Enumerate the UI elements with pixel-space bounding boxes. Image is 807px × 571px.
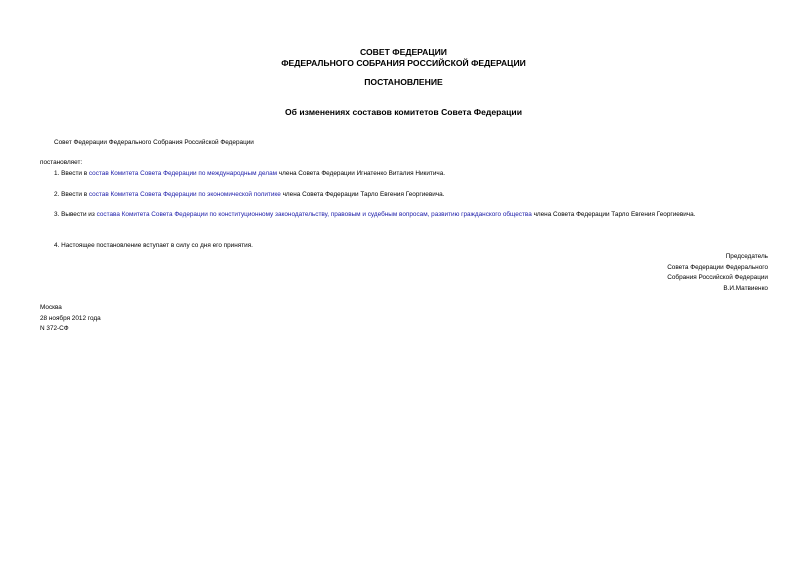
signature-org-line1: Совета Федерации Федерального (667, 263, 768, 271)
footer-number: N 372-СФ (40, 325, 69, 332)
item-1-link[interactable]: состав Комитета Совета Федерации по международным делам (88, 170, 278, 177)
item-3-link[interactable]: состава Комитета Совета Федерации по конституционному законодательству, правовым и судебным вопросам, развитию гражданского общества (96, 211, 532, 218)
signature-org-line2: Собрания Российской Федерации (667, 274, 768, 281)
footer-city: Москва (40, 304, 62, 311)
item-1-suffix: члена Совета Федерации Игнатенко Виталия Никитича. (277, 170, 446, 177)
signature-name: В.И.Матвиенко (723, 284, 768, 292)
resolves-paragraph: постановляет: (40, 159, 83, 166)
item-1 (54, 169, 445, 179)
document-title: Об изменениях составов комитетов Совета Федерации (284, 107, 522, 117)
item-3-suffix: члена Совета Федерации Тарло Евгения Георгиевича. (531, 211, 696, 218)
signature-title: Председатель (725, 253, 768, 260)
item-3 (40, 210, 768, 220)
item-2-prefix: 2. Ввести в (54, 191, 89, 198)
item-4: 4. Настоящее постановление вступает в силу со дня его принятия. (54, 242, 253, 249)
header-assembly: ФЕДЕРАЛЬНОГО СОБРАНИЯ РОССИЙСКОЙ ФЕДЕРАЦИИ (281, 58, 526, 68)
item-3-prefix: 3. Вывести из (54, 211, 97, 218)
item-2-suffix: члена Совета Федерации Тарло Евгения Георгиевича. (280, 191, 445, 198)
item-1-prefix: 1. Ввести в (54, 170, 89, 177)
document-type: ПОСТАНОВЛЕНИЕ (364, 77, 443, 87)
item-2 (54, 190, 444, 200)
item-2-link[interactable]: состав Комитета Совета Федерации по экономической политике (88, 191, 281, 198)
header-council: СОВЕТ ФЕДЕРАЦИИ (360, 47, 447, 57)
intro-paragraph: Совет Федерации Федерального Собрания Российской Федерации (54, 139, 254, 146)
footer-date: 28 ноября 2012 года (40, 314, 101, 322)
